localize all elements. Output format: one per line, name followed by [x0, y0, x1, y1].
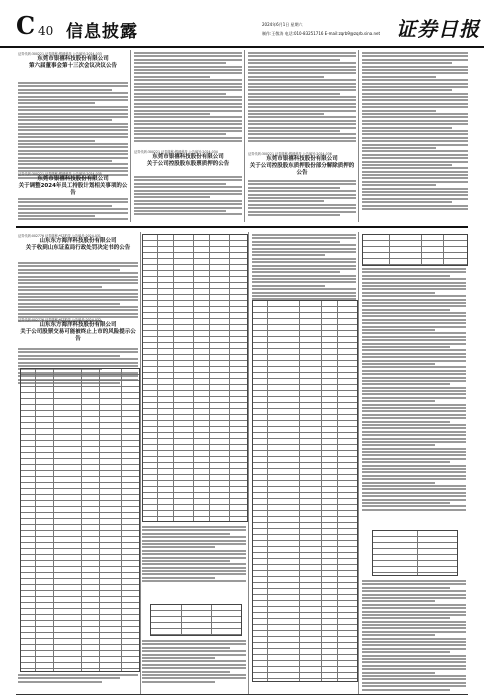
contact-line: 制作:王敬涛 电话:010-83251716 E-mail:zqrb9@zqrb.sina.net	[262, 31, 381, 36]
section-letter: C	[16, 11, 36, 40]
announcement-company: 东莞市银禧科技股份有限公司	[37, 176, 109, 182]
announcement-title: 关于公司控股股东股票质押的公告	[146, 161, 230, 167]
announcement-title: 关于收到山东证监局行政处罚决定书的公告	[25, 245, 131, 251]
body-text	[134, 52, 242, 144]
announcement-1	[18, 52, 128, 70]
announcement-title: 关于公司股票交易可能被终止上市的风险提示公告	[20, 329, 136, 342]
announcement-4	[248, 152, 356, 177]
data-table	[20, 368, 140, 672]
announcement-title: 第六届董事会第十三次会议决议公告	[28, 63, 117, 69]
body-text	[362, 268, 466, 512]
data-table	[142, 234, 248, 522]
body-text	[248, 180, 356, 217]
body-text	[248, 52, 356, 144]
body-text	[18, 82, 128, 180]
body-text	[142, 526, 246, 584]
data-table	[252, 300, 358, 682]
announcement-code: 证券代码:002776 证券简称:*ST柏龙 公告编号:2024-031	[18, 234, 101, 238]
body-text	[362, 52, 468, 211]
announcement-company: 东莞市银禧科技股份有限公司	[266, 156, 338, 162]
announcement-3	[134, 150, 242, 168]
announcement-code: 证券代码:300221 证券简称:银禧科技 公告编号:2024-036	[248, 152, 332, 156]
summary-table	[150, 604, 242, 636]
financial-table	[372, 530, 458, 576]
announcement-2	[18, 172, 128, 197]
body-text	[18, 262, 138, 323]
newspaper-logo: 证券日报	[396, 17, 480, 41]
body-text	[362, 580, 466, 692]
announcement-company: 山东东方海洋科技股份有限公司	[39, 238, 117, 244]
announcement-6	[18, 318, 138, 343]
body-text	[18, 674, 138, 684]
section-title: 信息披露	[66, 22, 138, 42]
announcement-code: 证券代码:002776 证券简称:*ST柏龙 公告编号:2024-032	[18, 318, 101, 322]
body-text	[142, 640, 246, 684]
announcement-5	[18, 234, 138, 252]
small-table	[362, 234, 468, 266]
masthead	[0, 0, 484, 48]
announcement-code: 证券代码:300221 证券简称:银禧科技 公告编号:2024-033	[18, 52, 102, 56]
announcement-title: 关于调整2024年员工持股计划相关事项的公告	[18, 183, 128, 196]
announcement-code: 证券代码:300221 证券简称:银禧科技 公告编号:2024-035	[18, 172, 102, 176]
body-text	[252, 234, 356, 302]
announcement-company: 山东东方海洋科技股份有限公司	[39, 322, 117, 328]
announcement-title: 关于公司控股股东质押股份部分解除质押的公告	[249, 163, 355, 176]
page-number: 40	[38, 24, 54, 38]
date-line: 2024年6月1日 星期六	[262, 22, 303, 27]
body-text	[134, 176, 242, 217]
body-text	[18, 198, 128, 222]
announcement-company: 东莞市银禧科技股份有限公司	[152, 154, 224, 160]
announcement-code: 证券代码:300221 证券简称:银禧科技 公告编号:2024-034	[134, 150, 218, 154]
announcement-company: 东莞市银禧科技股份有限公司	[37, 56, 109, 62]
